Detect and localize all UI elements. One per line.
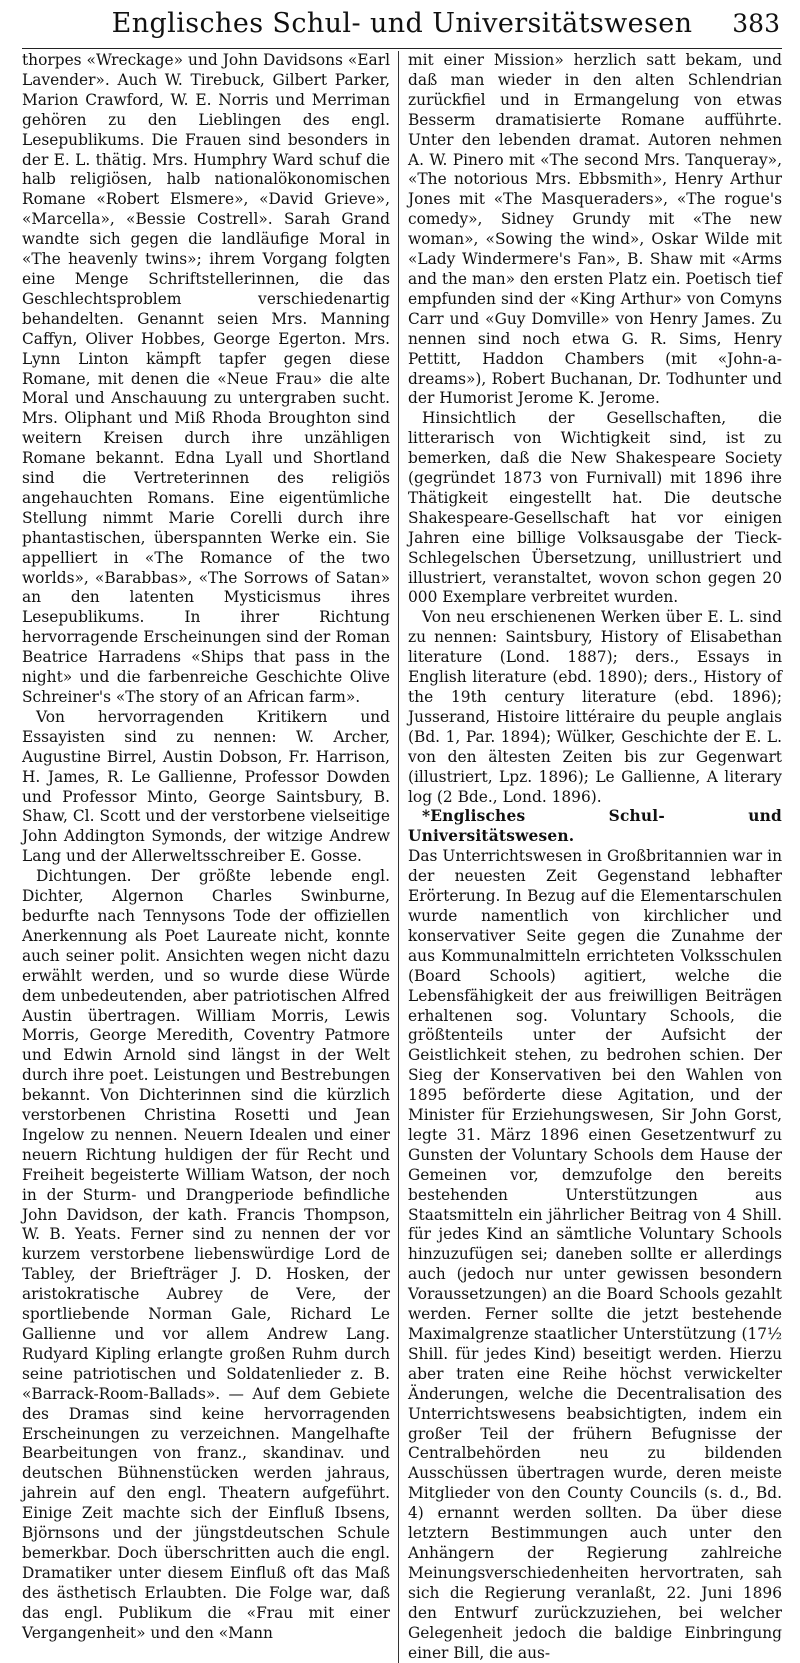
- left-paragraph-novels: thorpes «Wreckage» und John Davidsons «Earl Lavender». Auch W. Tirebuck, Gilbert Parker, Marion Crawford, W. E. Norris und Merriman gehören zu den Lieblingen des engl. Lesepublikums. Die Frauen sind besonders in der E. L. thätig. Mrs. Humphry Ward schuf die halb religiösen, halb nationalökonomischen Romane «Robert Elsmere», «David Grieve», «Marcella», «Bessie Costrell». Sarah Grand wandte sich gegen die landläufige Moral in «The heavenly twins»; ihrem Vorgang folgten eine Menge Schriftstellerinnen, die das Geschlechtsproblem verschiedenartig behandelten. Genannt seien Mrs. Manning Caffyn, Oliver Hobbes, George Egerton. Mrs. Lynn Linton kämpft tapfer gegen diese Romane, mit denen die «Neue Frau» die alte Moral und Anschauung zu untergraben sucht. Mrs. Oliphant und Miß Rhoda Broughton sind weitern Kreisen durch ihre unzähligen Romane bekannt. Edna Lyall und Shortland sind die Vertreterinnen des religiös angehauchten Romans. Eine eigentümliche Stellung nimmt Marie Corelli durch ihre phantastischen, überspannten Werke ein. Sie appelliert in «The Romance of the two worlds», «Barabbas», «The Sorrows of Satan» an den latenten Mysticismus ihres Lesepublikums. In ihrer Richtung hervorragende Erscheinungen sind der Roman Beatrice Harradens «Ships that pass in the night» und die farbenreiche Geschichte Olive Schreiner's «The story of an African farm».: [22, 51, 390, 706]
- left-paragraph-poetry: Dichtungen. Der größte lebende engl. Dichter, Algernon Charles Swinburne, bedurfte nach Tennysons Tode der offiziellen Anerkennung als Poet Laureate nicht, konnte auch seiner polit. Ansichten wegen nicht dazu erwählt werden, und so wurde diese Würde dem unbedeutenden, aber patriotischen Alfred Austin übertragen. William Morris, Lewis Morris, George Meredith, Coventry Patmore und Edwin Arnold sind längst in der Welt durch ihre poet. Leistungen und Bestrebungen bekannt. Von Dichterinnen sind die kürzlich verstorbenen Christina Rosetti und Jean Ingelow zu nennen. Neuern Idealen und einer neuern Richtung huldigen der für Recht und Freiheit begeisterte William Watson, der noch in der Sturm- und Drangperiode befindliche John Davidson, der kath. Francis Thompson, W. B. Yeats. Ferner sind zu nennen der vor kurzem verstorbene liebenswürdige Lord de Tabley, der Briefträger J. D. Hosken, der aristokratische Aubrey de Vere, der sportliebende Norman Gale, Richard Le Gallienne und vor allem Andrew Lang. Rudyard Kipling erlangte großen Ruhm durch seine patriotischen und Soldatenlieder z. B. «Barrack-Room-Ballads». — Auf dem Gebiete des Dramas sind keine hervorragenden Erscheinungen zu verzeichnen. Mangelhafte Bearbeitungen von franz., skandinav. und deutschen Bühnenstücken werden jahraus, jahrein auf den engl. Theatern aufgeführt. Einige Zeit machte sich der Einfluß Ibsens, Björnsons und der jüngstdeutschen Schule bemerkbar. Doch überschritten auch die engl. Dramatiker unter diesem Einfluß oft das Maß des ästhetisch Erlaubten. Die Folge war, daß das engl. Publikum die «Frau mit einer Vergangenheit» und den «Mann: [22, 867, 390, 1642]
- section-heading: *Englisches Schul- und Universitätswesen.: [408, 807, 782, 846]
- text-columns: [22, 51, 782, 1663]
- right-paragraph-works: Von neu erschienenen Werken über E. L. sind zu nennen: Saintsbury, History of Elisabethan literature (Lond. 1887); ders., Essays in English literature (ebd. 1890); ders., History of the 19th century literature (ebd. 1896); Jusserand, Histoire littéraire du peuple anglais (Bd. 1, Par. 1894); Wülker, Geschichte der E. L. von den ältesten Zeiten bis zur Gegenwart (illustriert, Lpz. 1896); Le Gallienne, A literary log (2 Bde., Lond. 1896).: [408, 608, 782, 806]
- right-paragraph-drama: mit einer Mission» herzlich satt bekam, und daß man wieder in den alten Schlendrian zurückfiel und in Ermangelung von etwas Besserm dramatisierte Romane aufführte. Unter den lebenden dramat. Autoren nehmen A. W. Pinero mit «The second Mrs. Tanqueray», «The notorious Mrs. Ebbsmith», Henry Arthur Jones mit «The Masqueraders», «The rogue's comedy», Sidney Grundy mit «The new woman», «Sowing the wind», Oskar Wilde mit «Lady Windermere's Fan», B. Shaw mit «Arms and the man» den ersten Platz ein. Poetisch tief empfunden sind der «King Arthur» von Comyns Carr und «Guy Domville» von Henry James. Zu nennen sind noch etwa G. R. Sims, Henry Pettitt, Haddon Chambers (mit «John-a-dreams»), Robert Buchanan, Dr. Todhunter und der Humorist Jerome K. Jerome.: [408, 51, 782, 408]
- page-number: 383: [732, 9, 780, 38]
- page-header: [22, 0, 782, 49]
- left-column: [22, 51, 399, 1663]
- left-paragraph-critics: Von hervorragenden Kritikern und Essayisten sind zu nennen: W. Archer, Augustine Birrel, Austin Dobson, Fr. Harrison, H. James, R. Le Gallienne, Professor Dowden und Professor Minto, George Saintsbury, B. Shaw, Cl. Scott und der verstorbene vielseitige John Addington Symonds, der witzige Andrew Lang und der Allerweltsschreiber E. Gosse.: [22, 707, 390, 866]
- right-column: [399, 51, 782, 1663]
- running-title: Englisches Schul- und Universitätswesen: [111, 8, 693, 39]
- right-paragraph-education: Das Unterrichtswesen in Großbritannien war in der neuesten Zeit Gegenstand lebhafter Erörterung. In Bezug auf die Elementarschulen wurde namentlich von kirchlicher und konservativer Seite gegen die Zunahme der aus Kommunalmitteln errichteten Volksschulen (Board Schools) agitiert, welche die Lebensfähigkeit der aus freiwilligen Beiträgen erhaltenen sog. Voluntary Schools, die größtenteils unter der Aufsicht der Geistlichkeit stehen, zu bedrohen schien. Der Sieg der Konservativen bei den Wahlen von 1895 beförderte diese Agitation, und der Minister für Erziehungswesen, Sir John Gorst, legte 31. März 1896 einen Gesetzentwurf zu Gunsten der Voluntary Schools dem Hause der Gemeinen vor, demzufolge den bereits bestehenden Unterstützungen aus Staatsmitteln ein jährlicher Beitrag von 4 Shill. für jedes Kind an sämtliche Voluntary Schools hinzuzufügen sei; daneben sollte er allerdings auch (jedoch nur unter gewissen besondern Voraussetzungen) an die Board Schools gezahlt werden. Ferner sollte die jetzt bestehende Maximalgrenze staatlicher Unterstützung (17½ Shill. für jedes Kind) beseitigt werden. Hierzu aber traten eine Reihe höchst verwickelter Änderungen, welche die Decentralisation des Unterrichtswesens beabsichtigten, indem ein großer Teil der frühern Befugnisse der Centralbehörden neu zu bildenden Ausschüssen übertragen wurde, deren meiste Mitglieder von den County Councils (s. d., Bd. 4) ernannt werden sollten. Da über diese letztern Bestimmungen auch unter den Anhängern der Regierung zahlreiche Meinungsverschiedenheiten hervortraten, sah sich die Regierung veranlaßt, 22. Juni 1896 den Entwurf zurückzuziehen, bei welcher Gelegenheit jedoch die baldige Einbringung einer Bill, die aus-: [408, 847, 782, 1662]
- right-paragraph-societies: Hinsichtlich der Gesellschaften, die litterarisch von Wichtigkeit sind, ist zu bemerken, daß die New Shakespeare Society (gegründet 1873 von Furnivall) mit 1896 ihre Thätigkeit eingestellt hat. Die deutsche Shakespeare-Gesellschaft hat vor einigen Jahren eine billige Volksausgabe der Tieck-Schlegelschen Übersetzung, unillustriert und illustriert, veranstaltet, wovon schon gegen 20 000 Exemplare verbreitet wurden.: [408, 409, 782, 607]
